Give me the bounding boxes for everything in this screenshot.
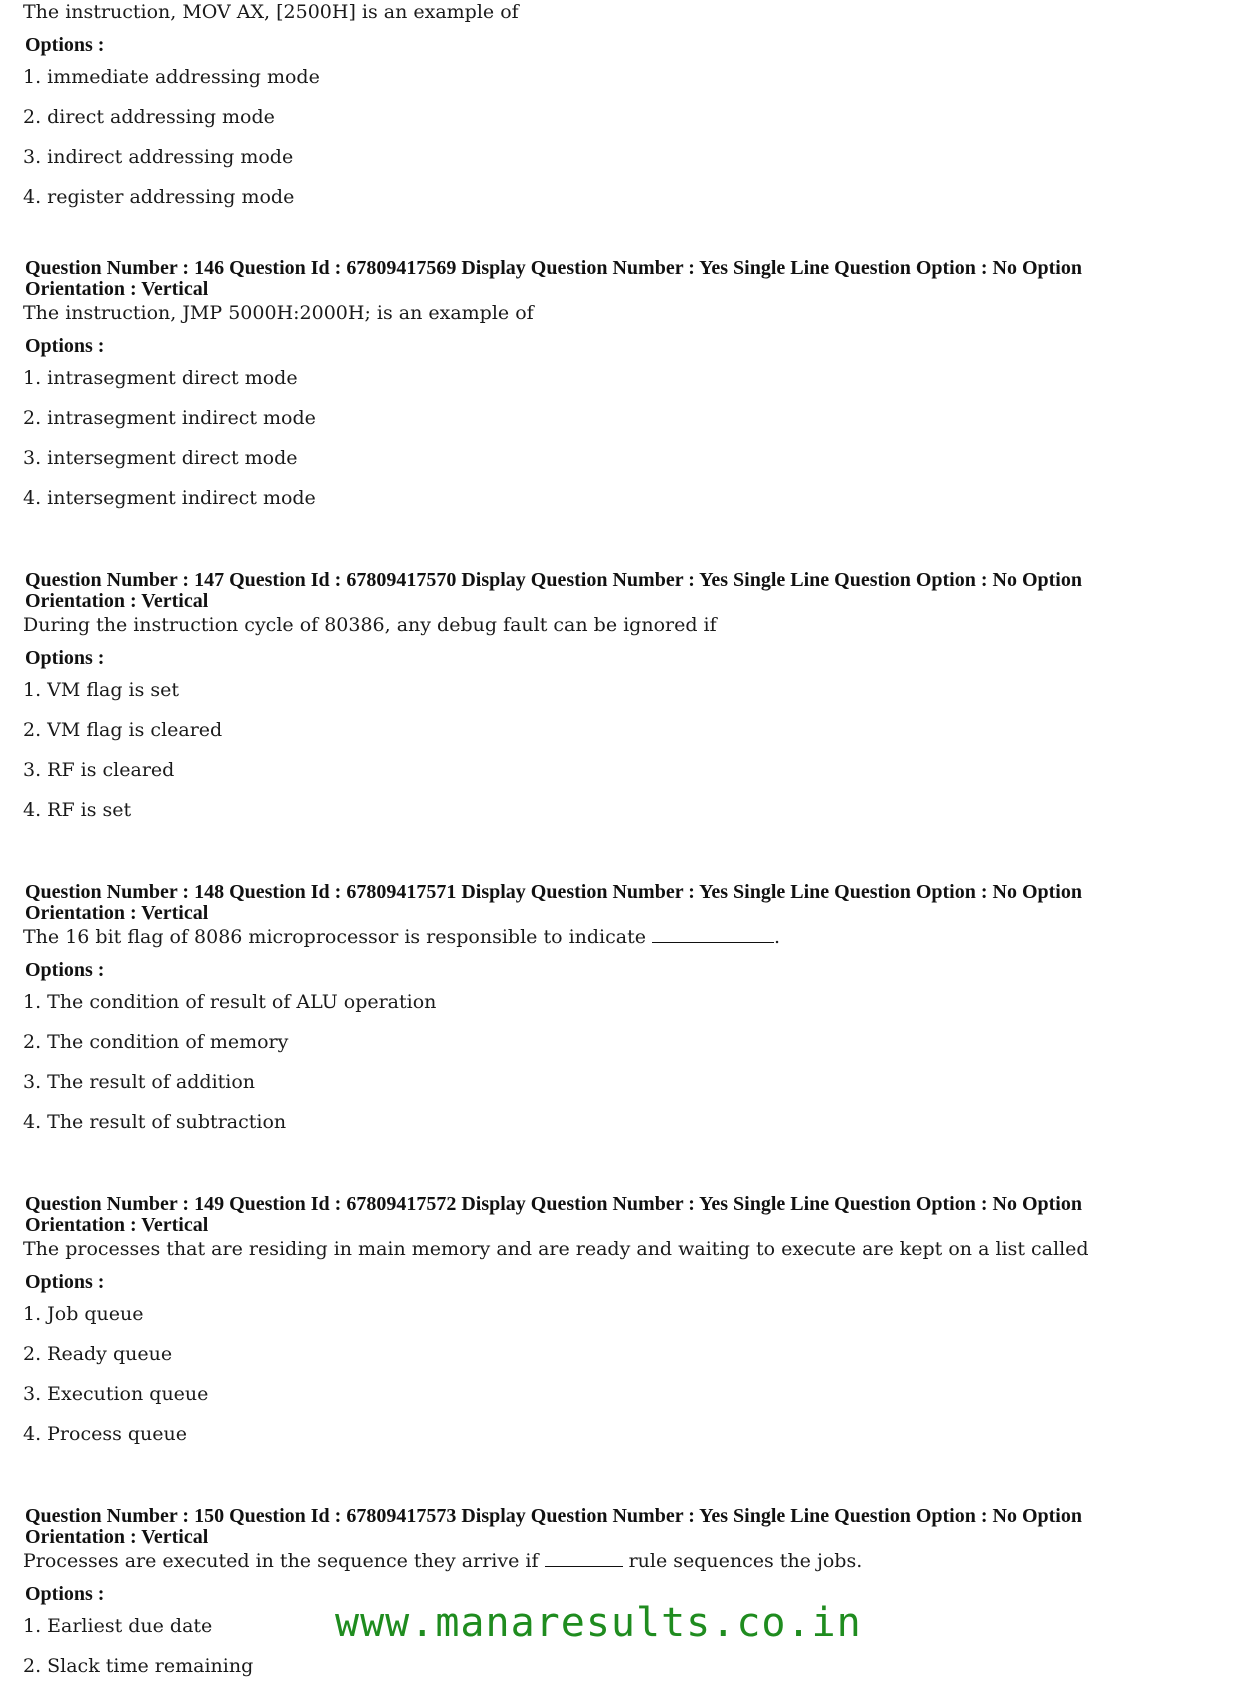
option-1: 1. intrasegment direct mode [23,367,298,389]
question-meta: Question Number : 150 Question Id : 67809417573 Display Question Number : Yes Single Line Question Option : No Option [25,1505,1082,1527]
option-4: 4. register addressing mode [23,186,295,208]
options-label: Options : [25,34,105,56]
option-2: 2. Slack time remaining [23,1655,254,1677]
options-list [25,1294,1205,1454]
option-3: 3. Execution queue [23,1383,209,1405]
options-label: Options : [25,1271,105,1293]
option-3: 3. intersegment direct mode [23,447,298,469]
options-label: Options : [25,335,105,357]
options-list [25,358,1205,518]
option-2: 2. The condition of memory [23,1031,289,1053]
options-list [25,670,1205,830]
option-4: 4. RF is set [23,799,132,821]
question-text: Processes are executed in the sequence they arrive if rule sequences the jobs. [23,1550,863,1572]
question-text: The processes that are residing in main memory and are ready and waiting to execute are kept on a list called [23,1238,1089,1260]
question-text: The instruction, MOV AX, [2500H] is an example of [23,1,519,23]
website-watermark: www.manaresults.co.in [335,1600,862,1646]
options-label: Options : [25,1583,105,1605]
option-1: 1. The condition of result of ALU operation [23,991,437,1013]
option-2: 2. direct addressing mode [23,106,275,128]
question-text: The 16 bit flag of 8086 microprocessor is responsible to indicate . [23,926,781,948]
question-145-continued [25,0,1205,217]
question-meta: Question Number : 147 Question Id : 67809417570 Display Question Number : Yes Single Line Question Option : No Option [25,569,1082,591]
option-2: 2. Ready queue [23,1343,173,1365]
option-1: 1. immediate addressing mode [23,66,320,88]
option-4: 4. The result of subtraction [23,1111,287,1133]
option-2: 2. VM flag is cleared [23,719,223,741]
answer-blank [545,1552,623,1567]
question-148 [25,882,1205,1142]
question-text: During the instruction cycle of 80386, any debug fault can be ignored if [23,614,717,636]
question-meta-orientation: Orientation : Vertical [25,278,209,300]
option-1: 1. Job queue [23,1303,144,1325]
option-3: 3. RF is cleared [23,759,175,781]
options-label: Options : [25,647,105,669]
option-3: 3. The result of addition [23,1071,256,1093]
question-meta: Question Number : 149 Question Id : 67809417572 Display Question Number : Yes Single Line Question Option : No Option [25,1193,1082,1215]
question-meta: Question Number : 146 Question Id : 67809417569 Display Question Number : Yes Single Line Question Option : No Option [25,257,1082,279]
question-150 [25,1506,1205,1686]
options-list [25,982,1205,1142]
question-147 [25,570,1205,830]
option-3: 3. indirect addressing mode [23,146,294,168]
question-149 [25,1194,1205,1454]
answer-blank [652,928,774,943]
question-meta-orientation: Orientation : Vertical [25,1526,209,1548]
question-meta-orientation: Orientation : Vertical [25,1214,209,1236]
question-text: The instruction, JMP 5000H:2000H; is an example of [23,302,534,324]
option-4: 4. intersegment indirect mode [23,487,316,509]
options-label: Options : [25,959,105,981]
question-meta-orientation: Orientation : Vertical [25,902,209,924]
option-4: 4. Process queue [23,1423,187,1445]
option-2: 2. intrasegment indirect mode [23,407,316,429]
options-list [25,57,1205,217]
question-meta-orientation: Orientation : Vertical [25,590,209,612]
option-1: 1. VM flag is set [23,679,180,701]
question-146 [25,258,1205,518]
option-1: 1. Earliest due date [23,1615,213,1637]
question-meta: Question Number : 148 Question Id : 67809417571 Display Question Number : Yes Single Line Question Option : No Option [25,881,1082,903]
